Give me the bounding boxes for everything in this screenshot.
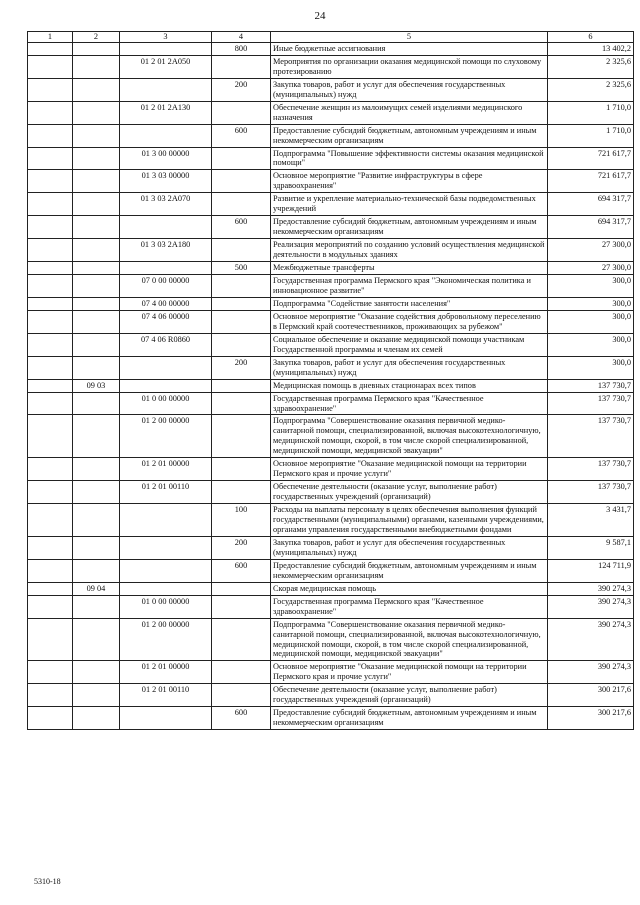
cell-target-article	[120, 356, 212, 379]
cell-name: Иные бюджетные ассигнования	[271, 42, 548, 55]
cell-amount: 27 300,0	[548, 239, 634, 262]
cell-amount: 390 274,3	[548, 661, 634, 684]
cell-name: Реализация мероприятий по созданию условий осуществления медицинской деятельности в модульных зданиях	[271, 239, 548, 262]
cell-expense-type: 600	[212, 707, 271, 730]
cell-name: Обеспечение женщин из малоимущих семей изделиями медицинского назначения	[271, 101, 548, 124]
table-body	[28, 42, 634, 729]
table-row	[28, 504, 634, 537]
cell-expense-type	[212, 595, 271, 618]
cell-name: Государственная программа Пермского края "Качественное здравоохранение"	[271, 392, 548, 415]
cell-name: Подпрограмма "Повышение эффективности системы оказания медицинской помощи"	[271, 147, 548, 170]
cell-col1	[28, 392, 73, 415]
cell-expense-type	[212, 55, 271, 78]
cell-section: 09 03	[73, 379, 120, 392]
cell-target-article: 01 3 03 2А180	[120, 239, 212, 262]
cell-section	[73, 42, 120, 55]
cell-expense-type	[212, 101, 271, 124]
cell-amount: 13 402,2	[548, 42, 634, 55]
cell-amount: 2 325,6	[548, 55, 634, 78]
cell-expense-type	[212, 684, 271, 707]
cell-target-article: 01 2 01 00000	[120, 661, 212, 684]
cell-section	[73, 193, 120, 216]
cell-section	[73, 262, 120, 275]
cell-amount: 2 325,6	[548, 78, 634, 101]
cell-amount: 300,0	[548, 310, 634, 333]
cell-target-article	[120, 42, 212, 55]
table-row	[28, 582, 634, 595]
table-row	[28, 356, 634, 379]
cell-name: Предоставление субсидий бюджетным, автономным учреждениям и иным некоммерческим организациям	[271, 216, 548, 239]
cell-target-article: 01 2 01 00110	[120, 684, 212, 707]
cell-amount: 300 217,6	[548, 684, 634, 707]
table-row	[28, 379, 634, 392]
cell-expense-type	[212, 458, 271, 481]
table-row	[28, 124, 634, 147]
table-row	[28, 310, 634, 333]
cell-name: Государственная программа Пермского края "Экономическая политика и инновационное развитие"	[271, 275, 548, 298]
cell-amount: 137 730,7	[548, 481, 634, 504]
cell-amount: 694 317,7	[548, 216, 634, 239]
cell-amount: 390 274,3	[548, 618, 634, 661]
cell-col1	[28, 78, 73, 101]
cell-col1	[28, 101, 73, 124]
col-header-2: 2	[73, 32, 120, 43]
cell-amount: 694 317,7	[548, 193, 634, 216]
cell-expense-type: 100	[212, 504, 271, 537]
cell-col1	[28, 559, 73, 582]
cell-amount: 300,0	[548, 333, 634, 356]
cell-target-article	[120, 707, 212, 730]
cell-col1	[28, 333, 73, 356]
cell-target-article: 07 0 00 00000	[120, 275, 212, 298]
cell-target-article	[120, 582, 212, 595]
cell-amount: 27 300,0	[548, 262, 634, 275]
cell-col1	[28, 379, 73, 392]
cell-name: Мероприятия по организации оказания медицинской помощи по слуховому протезированию	[271, 55, 548, 78]
table-row	[28, 618, 634, 661]
cell-name: Закупка товаров, работ и услуг для обеспечения государственных (муниципальных) нужд	[271, 78, 548, 101]
cell-expense-type	[212, 310, 271, 333]
cell-expense-type: 600	[212, 559, 271, 582]
cell-amount: 300,0	[548, 356, 634, 379]
table-row	[28, 458, 634, 481]
cell-target-article	[120, 504, 212, 537]
cell-section: 09 04	[73, 582, 120, 595]
cell-target-article: 07 4 00 00000	[120, 297, 212, 310]
table-row	[28, 661, 634, 684]
page-number: 24	[314, 10, 326, 22]
cell-name: Закупка товаров, работ и услуг для обеспечения государственных (муниципальных) нужд	[271, 536, 548, 559]
cell-expense-type: 600	[212, 216, 271, 239]
table-row	[28, 239, 634, 262]
cell-col1	[28, 275, 73, 298]
cell-col1	[28, 536, 73, 559]
table-row	[28, 78, 634, 101]
cell-col1	[28, 297, 73, 310]
cell-name: Развитие и укрепление материально-технической базы подведомственных учреждений	[271, 193, 548, 216]
cell-name: Государственная программа Пермского края "Качественное здравоохранение"	[271, 595, 548, 618]
cell-name: Подпрограмма "Совершенствование оказания первичной медико-санитарной помощи, специализированной, включая высокотехнологичную, медицинской помощи, скорой, в том числе скорой специализированной, медицинской помощи, медицинской эвакуации"	[271, 618, 548, 661]
cell-col1	[28, 170, 73, 193]
cell-col1	[28, 124, 73, 147]
cell-section	[73, 356, 120, 379]
cell-expense-type	[212, 582, 271, 595]
cell-col1	[28, 55, 73, 78]
cell-target-article: 01 2 01 00110	[120, 481, 212, 504]
cell-target-article	[120, 124, 212, 147]
col-header-1: 1	[28, 32, 73, 43]
table-row	[28, 42, 634, 55]
cell-expense-type	[212, 618, 271, 661]
cell-target-article: 01 2 00 00000	[120, 415, 212, 458]
cell-col1	[28, 707, 73, 730]
cell-section	[73, 78, 120, 101]
cell-col1	[28, 582, 73, 595]
cell-amount: 1 710,0	[548, 101, 634, 124]
cell-target-article: 07 4 06 R0860	[120, 333, 212, 356]
cell-amount: 124 711,9	[548, 559, 634, 582]
cell-section	[73, 310, 120, 333]
cell-expense-type	[212, 239, 271, 262]
cell-name: Обеспечение деятельности (оказание услуг, выполнение работ) государственных учреждений (организаций)	[271, 481, 548, 504]
cell-target-article: 01 0 00 00000	[120, 595, 212, 618]
cell-section	[73, 661, 120, 684]
cell-section	[73, 536, 120, 559]
cell-name: Основное мероприятие "Оказание медицинской помощи на территории Пермского края и прочие услуги"	[271, 458, 548, 481]
cell-target-article	[120, 379, 212, 392]
cell-name: Скорая медицинская помощь	[271, 582, 548, 595]
cell-amount: 300 217,6	[548, 707, 634, 730]
cell-amount: 137 730,7	[548, 415, 634, 458]
table-row	[28, 559, 634, 582]
cell-expense-type: 800	[212, 42, 271, 55]
cell-expense-type	[212, 275, 271, 298]
cell-name: Социальное обеспечение и оказание медицинской помощи участникам Государственной программы и членам их семей	[271, 333, 548, 356]
table-row	[28, 55, 634, 78]
budget-table	[27, 31, 634, 730]
cell-expense-type: 200	[212, 536, 271, 559]
cell-section	[73, 392, 120, 415]
cell-target-article	[120, 262, 212, 275]
cell-col1	[28, 147, 73, 170]
cell-target-article: 01 2 00 00000	[120, 618, 212, 661]
table-row	[28, 392, 634, 415]
cell-amount: 300,0	[548, 275, 634, 298]
cell-name: Межбюджетные трансферты	[271, 262, 548, 275]
table-row	[28, 707, 634, 730]
cell-col1	[28, 504, 73, 537]
cell-name: Подпрограмма "Содействие занятости населения"	[271, 297, 548, 310]
cell-col1	[28, 595, 73, 618]
cell-amount: 300,0	[548, 297, 634, 310]
cell-expense-type: 200	[212, 78, 271, 101]
cell-target-article	[120, 536, 212, 559]
cell-amount: 137 730,7	[548, 458, 634, 481]
cell-section	[73, 595, 120, 618]
cell-name: Основное мероприятие "Оказание содействия добровольному переселению в Пермский край соотечественников, проживающих за рубежом"	[271, 310, 548, 333]
cell-name: Предоставление субсидий бюджетным, автономным учреждениям и иным некоммерческим организациям	[271, 707, 548, 730]
table-row	[28, 333, 634, 356]
cell-name: Обеспечение деятельности (оказание услуг, выполнение работ) государственных учреждений (организаций)	[271, 684, 548, 707]
cell-section	[73, 297, 120, 310]
cell-expense-type: 600	[212, 124, 271, 147]
col-header-5: 5	[271, 32, 548, 43]
cell-target-article: 01 2 01 2А130	[120, 101, 212, 124]
cell-section	[73, 481, 120, 504]
cell-expense-type	[212, 415, 271, 458]
cell-expense-type: 200	[212, 356, 271, 379]
cell-section	[73, 147, 120, 170]
table-row	[28, 262, 634, 275]
cell-name: Предоставление субсидий бюджетным, автономным учреждениям и иным некоммерческим организациям	[271, 124, 548, 147]
table-row	[28, 481, 634, 504]
cell-amount: 1 710,0	[548, 124, 634, 147]
col-header-6: 6	[548, 32, 634, 43]
cell-col1	[28, 415, 73, 458]
cell-name: Медицинская помощь в дневных стационарах всех типов	[271, 379, 548, 392]
cell-target-article	[120, 78, 212, 101]
table-row	[28, 101, 634, 124]
cell-name: Основное мероприятие "Развитие инфраструктуры в сфере здравоохранения"	[271, 170, 548, 193]
cell-expense-type	[212, 147, 271, 170]
cell-col1	[28, 458, 73, 481]
cell-amount: 137 730,7	[548, 379, 634, 392]
cell-target-article	[120, 216, 212, 239]
cell-col1	[28, 356, 73, 379]
table-row	[28, 297, 634, 310]
cell-col1	[28, 193, 73, 216]
cell-col1	[28, 310, 73, 333]
cell-target-article: 01 3 00 00000	[120, 147, 212, 170]
cell-section	[73, 101, 120, 124]
cell-expense-type	[212, 379, 271, 392]
cell-section	[73, 333, 120, 356]
header-row	[28, 32, 634, 43]
cell-name: Закупка товаров, работ и услуг для обеспечения государственных (муниципальных) нужд	[271, 356, 548, 379]
cell-target-article: 01 2 01 2А050	[120, 55, 212, 78]
table-row	[28, 684, 634, 707]
cell-amount: 390 274,3	[548, 595, 634, 618]
cell-section	[73, 55, 120, 78]
table-row	[28, 147, 634, 170]
cell-section	[73, 684, 120, 707]
cell-amount: 9 587,1	[548, 536, 634, 559]
cell-section	[73, 124, 120, 147]
cell-section	[73, 415, 120, 458]
cell-col1	[28, 481, 73, 504]
cell-amount: 721 617,7	[548, 147, 634, 170]
cell-name: Предоставление субсидий бюджетным, автономным учреждениям и иным некоммерческим организациям	[271, 559, 548, 582]
cell-section	[73, 239, 120, 262]
cell-target-article: 01 3 03 00000	[120, 170, 212, 193]
cell-col1	[28, 239, 73, 262]
col-header-3: 3	[120, 32, 212, 43]
table-row	[28, 170, 634, 193]
cell-expense-type	[212, 297, 271, 310]
cell-expense-type	[212, 193, 271, 216]
cell-section	[73, 216, 120, 239]
cell-section	[73, 504, 120, 537]
table-row	[28, 415, 634, 458]
cell-section	[73, 458, 120, 481]
cell-target-article	[120, 559, 212, 582]
cell-expense-type	[212, 481, 271, 504]
cell-target-article: 07 4 06 00000	[120, 310, 212, 333]
cell-name: Основное мероприятие "Оказание медицинской помощи на территории Пермского края и прочие услуги"	[271, 661, 548, 684]
cell-amount: 390 274,3	[548, 582, 634, 595]
cell-section	[73, 707, 120, 730]
cell-target-article: 01 2 01 00000	[120, 458, 212, 481]
cell-section	[73, 275, 120, 298]
cell-expense-type	[212, 170, 271, 193]
cell-name: Расходы на выплаты персоналу в целях обеспечения выполнения функций государственными (муниципальными) органами, казенными учреждениями, органами управления государственными внебюджетными фондами	[271, 504, 548, 537]
cell-target-article: 01 0 00 00000	[120, 392, 212, 415]
table-row	[28, 193, 634, 216]
cell-section	[73, 559, 120, 582]
cell-col1	[28, 618, 73, 661]
cell-expense-type	[212, 661, 271, 684]
cell-col1	[28, 262, 73, 275]
cell-col1	[28, 42, 73, 55]
cell-expense-type: 500	[212, 262, 271, 275]
cell-col1	[28, 684, 73, 707]
cell-amount: 3 431,7	[548, 504, 634, 537]
cell-amount: 137 730,7	[548, 392, 634, 415]
cell-col1	[28, 216, 73, 239]
cell-expense-type	[212, 392, 271, 415]
document-code: 5310-18	[34, 877, 61, 886]
table-row	[28, 275, 634, 298]
cell-expense-type	[212, 333, 271, 356]
cell-target-article: 01 3 03 2А070	[120, 193, 212, 216]
cell-col1	[28, 661, 73, 684]
cell-name: Подпрограмма "Совершенствование оказания первичной медико-санитарной помощи, специализированной, включая высокотехнологичную, медицинской помощи, скорой, в том числе скорой специализированной, медицинской помощи, медицинской эвакуации"	[271, 415, 548, 458]
table-row	[28, 216, 634, 239]
col-header-4: 4	[212, 32, 271, 43]
table-row	[28, 536, 634, 559]
table-row	[28, 595, 634, 618]
cell-section	[73, 618, 120, 661]
cell-amount: 721 617,7	[548, 170, 634, 193]
cell-section	[73, 170, 120, 193]
